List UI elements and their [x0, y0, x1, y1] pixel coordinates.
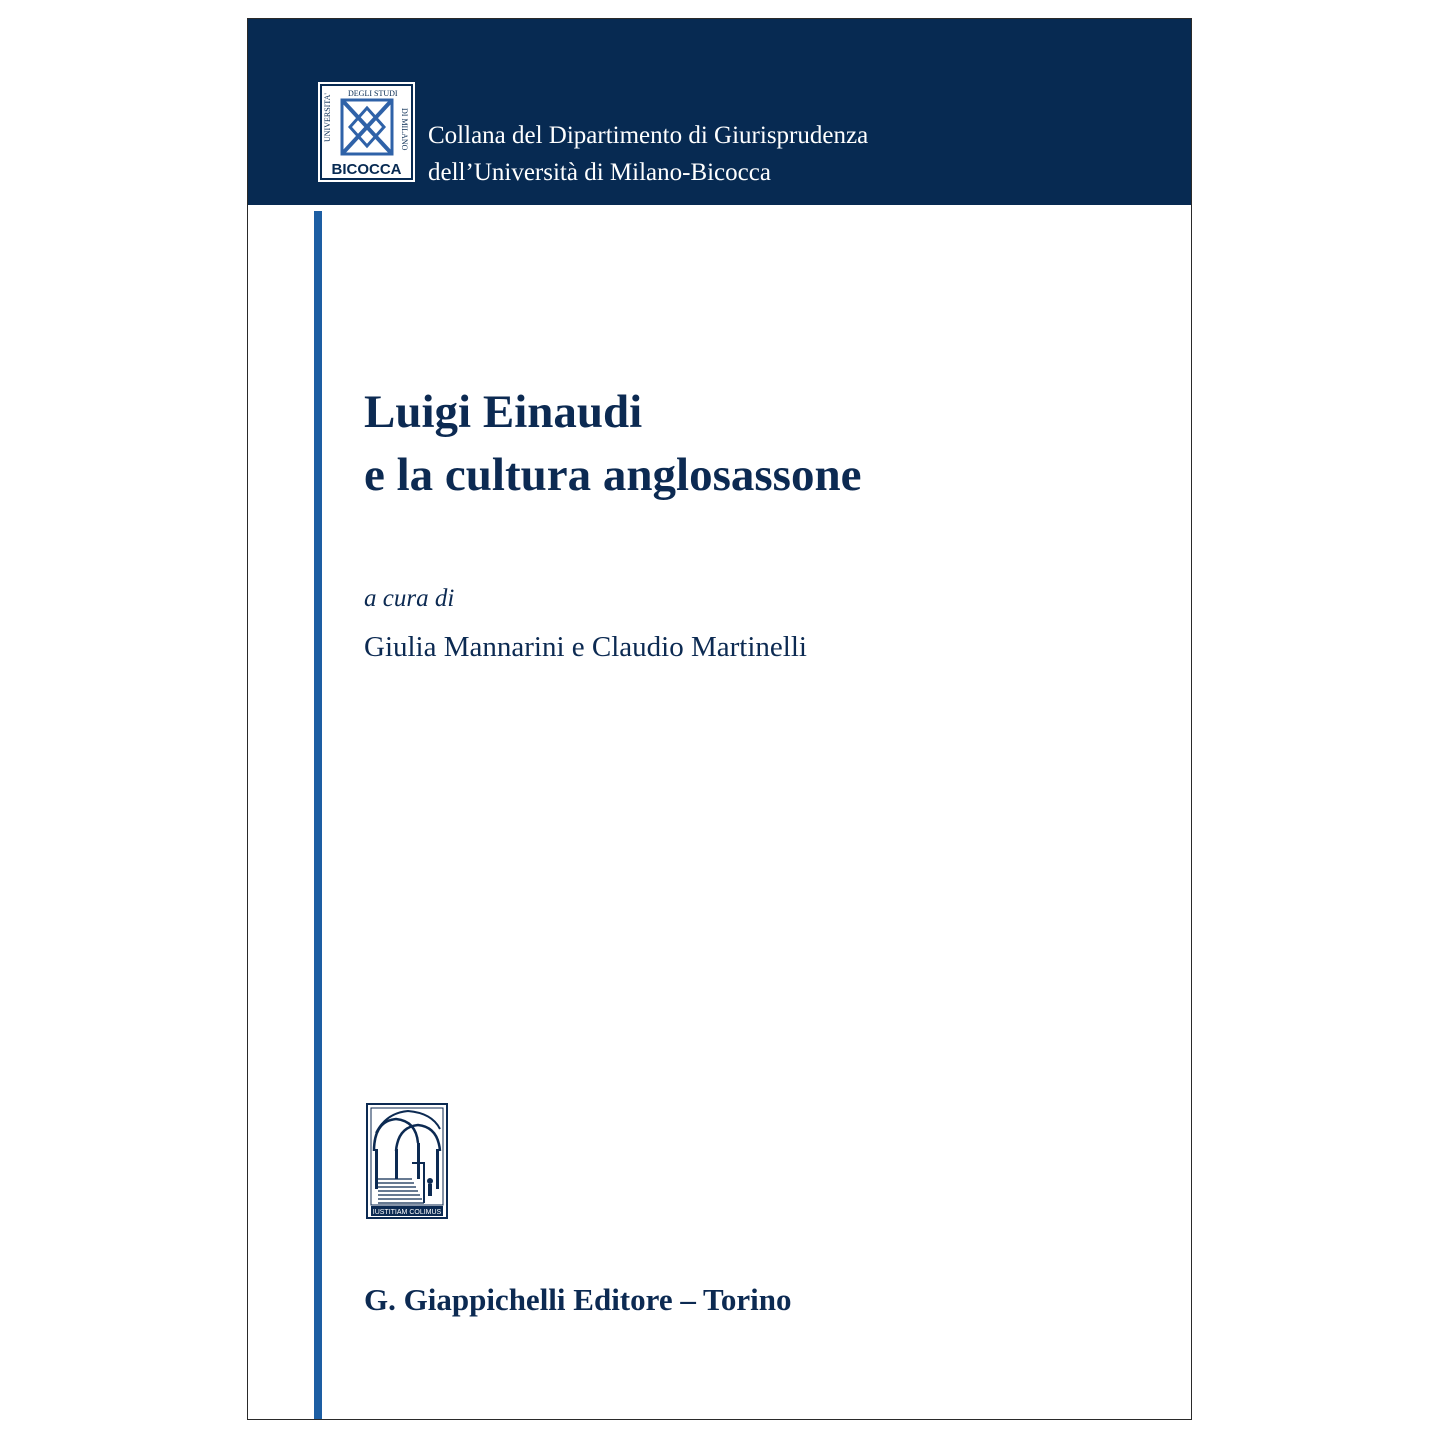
svg-text:DI MILANO: DI MILANO [400, 108, 409, 151]
book-title [364, 381, 861, 507]
book-cover [247, 18, 1192, 1420]
series-line-1: Collana del Dipartimento di Giurisprudenza [428, 122, 869, 149]
curated-by-label: a cura di [364, 585, 455, 612]
editors-names: Giulia Mannarini e Claudio Martinelli [364, 631, 807, 663]
side-rule [314, 211, 322, 1419]
giappichelli-arches-logo-icon [366, 1103, 448, 1219]
bicocca-logo-icon [318, 82, 415, 182]
series-banner [248, 19, 1191, 205]
title-line-2: e la cultura anglosassone [364, 449, 862, 501]
title-line-1: Luigi Einaudi [364, 386, 643, 438]
publisher-motto: IUSTITIAM COLIMUS [372, 1209, 442, 1216]
series-title [428, 117, 868, 191]
publisher-name: G. Giappichelli Editore – Torino [364, 1282, 792, 1317]
svg-text:BICOCCA: BICOCCA [331, 161, 402, 178]
series-line-2: dell’Università di Milano-Bicocca [428, 159, 771, 186]
svg-text:DEGLI STUDI: DEGLI STUDI [348, 89, 398, 98]
svg-text:UNIVERSITA': UNIVERSITA' [323, 93, 332, 142]
